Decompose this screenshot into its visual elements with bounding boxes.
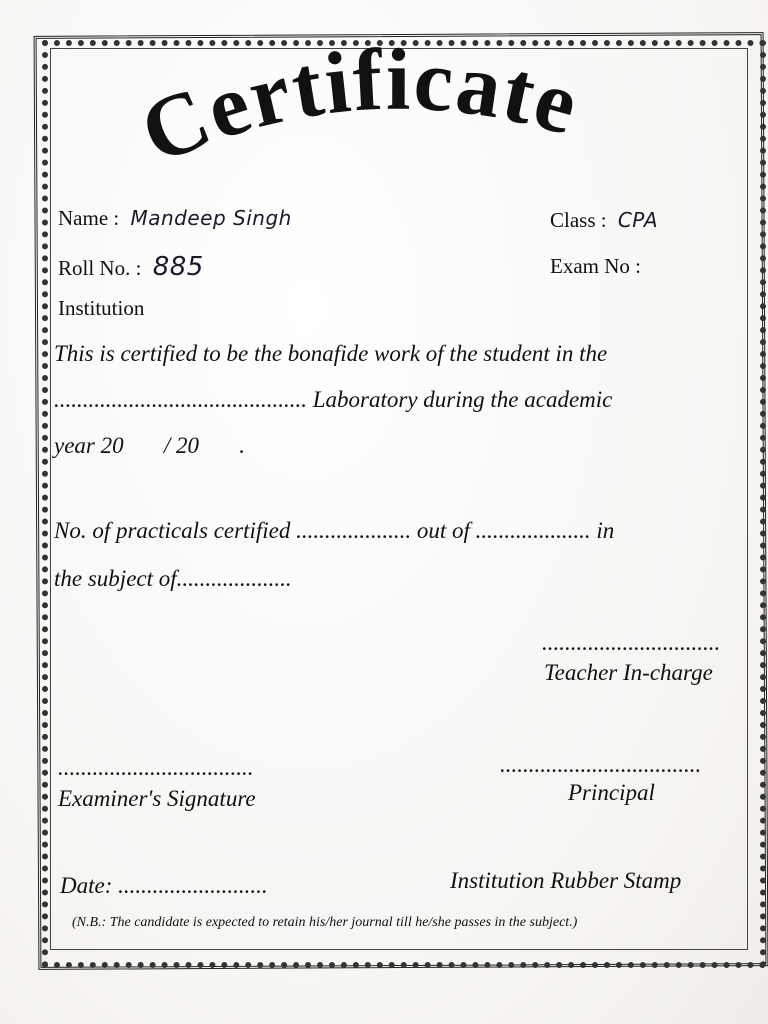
rubber-stamp-label: Institution Rubber Stamp	[450, 868, 682, 893]
examiner-signature-line: ..................................	[58, 755, 254, 780]
body-line-5: the subject of....................	[54, 566, 292, 591]
title-arc	[127, 31, 678, 195]
body-line-1: This is certified to be the bonafide work of the student in the	[54, 341, 608, 366]
body-line-3: year 20 / 20 .	[54, 433, 246, 458]
exam-field	[550, 254, 641, 279]
name-label: Name :	[58, 206, 120, 230]
principal-signature-line: ...................................	[500, 752, 702, 777]
institution-label: Institution	[58, 296, 145, 320]
principal-label: Principal	[568, 780, 655, 805]
class-value: CPA	[617, 208, 659, 232]
roll-label: Roll No. :	[58, 256, 142, 280]
exam-label: Exam No :	[550, 254, 641, 278]
body-line-4: No. of practicals certified .................... out of .................... in	[54, 518, 615, 543]
nb-note: (N.B.: The candidate is expected to retain his/her journal till he/she passes in the subject.)	[72, 915, 578, 930]
roll-value: 885	[152, 252, 204, 282]
teacher-signature-line: ...............................	[542, 630, 721, 655]
body-line-2: ............................................ Laboratory during the academic	[54, 387, 613, 412]
institution-field	[58, 296, 144, 321]
examiner-signature-label: Examiner's Signature	[58, 786, 256, 811]
svg-text:Certificate	[128, 32, 590, 183]
class-field	[550, 208, 658, 233]
date-line: Date: ..........................	[60, 873, 268, 898]
roll-field	[58, 252, 204, 282]
name-value: Mandeep Singh	[130, 206, 292, 230]
title-text: Certificate	[127, 31, 590, 183]
class-label: Class :	[550, 208, 607, 232]
certificate-title	[127, 31, 678, 195]
name-field	[58, 206, 292, 231]
teacher-in-charge-label: Teacher In-charge	[544, 660, 713, 685]
